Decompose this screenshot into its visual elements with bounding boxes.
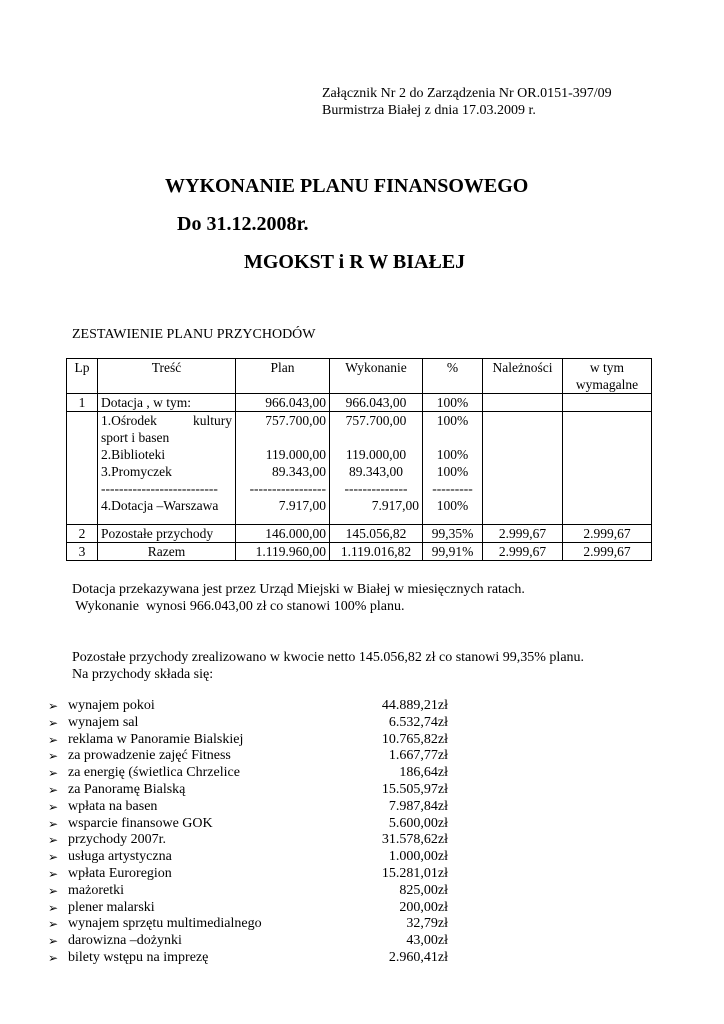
arrowhead-bullet-icon: ➢ bbox=[48, 900, 59, 915]
list-item-amount: 44.889,21zł bbox=[381, 698, 448, 713]
list-item-label: usługa artystyczna bbox=[68, 849, 172, 865]
cell-subitems-tresc: 1.Ośrodek kultury sport i basen 2.Biblioteki 3.Promyczek -------------------------- 4.Dotacja –Warszawa bbox=[98, 412, 236, 525]
table-row-total bbox=[67, 543, 652, 561]
arrowhead-bullet-icon: ➢ bbox=[48, 934, 59, 949]
header-wykonanie: Wykonanie bbox=[330, 359, 423, 394]
cell-tresc: Dotacja , w tym: bbox=[98, 394, 236, 412]
cell-wykonanie: 1.119.016,82 bbox=[330, 543, 423, 561]
cell-tresc: Pozostałe przychody bbox=[98, 525, 236, 543]
organization-name: MGOKST i R W BIAŁEJ bbox=[244, 251, 466, 273]
list-item-label: mażoretki bbox=[68, 882, 124, 898]
list-item-label: wpłata Euroregion bbox=[68, 865, 172, 881]
cell-naleznosci: 2.999,67 bbox=[483, 543, 563, 561]
header-tresc: Treść bbox=[98, 359, 236, 394]
attachment-note bbox=[322, 85, 612, 119]
arrowhead-bullet-icon: ➢ bbox=[48, 799, 59, 814]
list-item-amount: 10.765,82zł bbox=[381, 731, 448, 747]
arrowhead-bullet-icon: ➢ bbox=[48, 850, 59, 865]
table-header-row bbox=[67, 359, 652, 394]
list-item-amount: 32,79zł bbox=[406, 916, 448, 932]
list-item-label: za prowadzenie zajęć Fitness bbox=[68, 748, 231, 764]
paragraph-other-revenue: Pozostałe przychody zrealizowano w kwocie netto 145.056,82 zł co stanowi 99,35% planu. Na przychody składa się: bbox=[72, 650, 585, 682]
list-item-amount: 15.505,97zł bbox=[381, 781, 448, 797]
list-item-label: darowizna –dożynki bbox=[68, 933, 182, 949]
cell-wykonanie: 145.056,82 bbox=[330, 525, 423, 543]
list-item-amount: 31.578,62zł bbox=[381, 832, 448, 848]
list-item-amount: 825,00zł bbox=[399, 882, 448, 898]
cell-subitems-plan: 757.700,00 119.000,00 89.343,00 ----------------- 7.917,00 bbox=[236, 412, 330, 525]
cell-percent: 100% bbox=[423, 394, 483, 412]
table-row bbox=[67, 394, 652, 412]
header-naleznosci: Należności bbox=[483, 359, 563, 394]
cell-tresc: Razem bbox=[98, 543, 236, 561]
cell-lp: 1 bbox=[67, 394, 98, 412]
cell-subitems-wykonanie: 757.700,00 119.000,00 89.343,00 -------------- 7.917,00 bbox=[330, 412, 423, 525]
attachment-line-1: Załącznik Nr 2 do Zarządzenia Nr OR.0151-397/09 bbox=[322, 86, 612, 101]
arrowhead-bullet-icon: ➢ bbox=[48, 917, 59, 932]
list-item-amount: 5.600,00zł bbox=[388, 815, 448, 831]
cell-plan: 146.000,00 bbox=[236, 525, 330, 543]
arrowhead-bullet-icon: ➢ bbox=[48, 699, 59, 713]
cell-percent: 99,91% bbox=[423, 543, 483, 561]
cell-wymagalne: 2.999,67 bbox=[563, 543, 652, 561]
table-row bbox=[67, 525, 652, 543]
arrowhead-bullet-icon: ➢ bbox=[48, 816, 59, 831]
list-item-amount: 15.281,01zł bbox=[381, 865, 448, 881]
list-item-label: za Panoramę Bialską bbox=[68, 781, 186, 797]
header-percent: % bbox=[423, 359, 483, 394]
cell-subitems-percent: 100% 100% 100% --------- 100% bbox=[423, 412, 483, 525]
header-lp: Lp bbox=[67, 359, 98, 394]
list-item-amount: 1.000,00zł bbox=[388, 849, 448, 865]
list-item-label: wpłata na basen bbox=[68, 798, 158, 814]
arrowhead-bullet-icon: ➢ bbox=[48, 715, 59, 730]
revenue-plan-table bbox=[66, 358, 652, 561]
arrowhead-bullet-icon: ➢ bbox=[48, 866, 59, 881]
list-item-amount: 186,64zł bbox=[399, 765, 448, 781]
arrowhead-bullet-icon: ➢ bbox=[48, 833, 59, 848]
cell-percent: 99,35% bbox=[423, 525, 483, 543]
list-item-label: wynajem sal bbox=[68, 714, 139, 730]
cell-lp: 3 bbox=[67, 543, 98, 561]
cell-lp: 2 bbox=[67, 525, 98, 543]
arrowhead-bullet-icon: ➢ bbox=[48, 749, 59, 764]
cell-wymagalne: 2.999,67 bbox=[563, 525, 652, 543]
paragraph-subsidy: Dotacja przekazywana jest przez Urząd Miejski w Białej w miesięcznych ratach. Wykonanie wynosi 966.043,00 zł co stanowi 100% planu. bbox=[72, 582, 525, 614]
cell-wymagalne bbox=[563, 394, 652, 412]
list-item-label: przychody 2007r. bbox=[68, 832, 166, 848]
list-item-label: wynajem sprzętu multimedialnego bbox=[68, 916, 262, 932]
header-wymagalne: w tym wymagalne bbox=[563, 359, 652, 394]
list-item-label: wsparcie finansowe GOK bbox=[68, 815, 213, 831]
section-title: ZESTAWIENIE PLANU PRZYCHODÓW bbox=[72, 327, 316, 342]
arrowhead-bullet-icon: ➢ bbox=[48, 950, 59, 965]
list-item-amount: 2.960,41zł bbox=[388, 949, 448, 965]
list-item-label: bilety wstępu na imprezę bbox=[68, 949, 209, 965]
arrowhead-bullet-icon: ➢ bbox=[48, 732, 59, 747]
list-item-amount: 6.532,74zł bbox=[388, 714, 448, 730]
list-item-label: wynajem pokoi bbox=[68, 698, 155, 713]
document-title: WYKONANIE PLANU FINANSOWEGO bbox=[165, 175, 529, 197]
list-item-amount: 200,00zł bbox=[399, 899, 448, 915]
cell-plan: 1.119.960,00 bbox=[236, 543, 330, 561]
table-row-subitems bbox=[67, 412, 652, 525]
list-item-amount: 7.987,84zł bbox=[388, 798, 448, 814]
list-item-label: za energię (świetlica Chrzelice bbox=[68, 765, 240, 781]
cell-plan: 966.043,00 bbox=[236, 394, 330, 412]
list-item-amount: 43,00zł bbox=[406, 933, 448, 949]
list-item-label: reklama w Panoramie Bialskiej bbox=[68, 731, 244, 747]
cell-naleznosci bbox=[483, 394, 563, 412]
header-plan: Plan bbox=[236, 359, 330, 394]
list-item-amount: 1.667,77zł bbox=[388, 748, 448, 764]
arrowhead-bullet-icon: ➢ bbox=[48, 782, 59, 797]
arrowhead-bullet-icon: ➢ bbox=[48, 883, 59, 898]
arrowhead-bullet-icon: ➢ bbox=[48, 766, 59, 781]
document-date: Do 31.12.2008r. bbox=[177, 213, 309, 235]
list-item-label: plener malarski bbox=[68, 899, 155, 915]
cell-naleznosci: 2.999,67 bbox=[483, 525, 563, 543]
attachment-line-2: Burmistrza Białej z dnia 17.03.2009 r. bbox=[322, 103, 536, 118]
cell-wykonanie: 966.043,00 bbox=[330, 394, 423, 412]
